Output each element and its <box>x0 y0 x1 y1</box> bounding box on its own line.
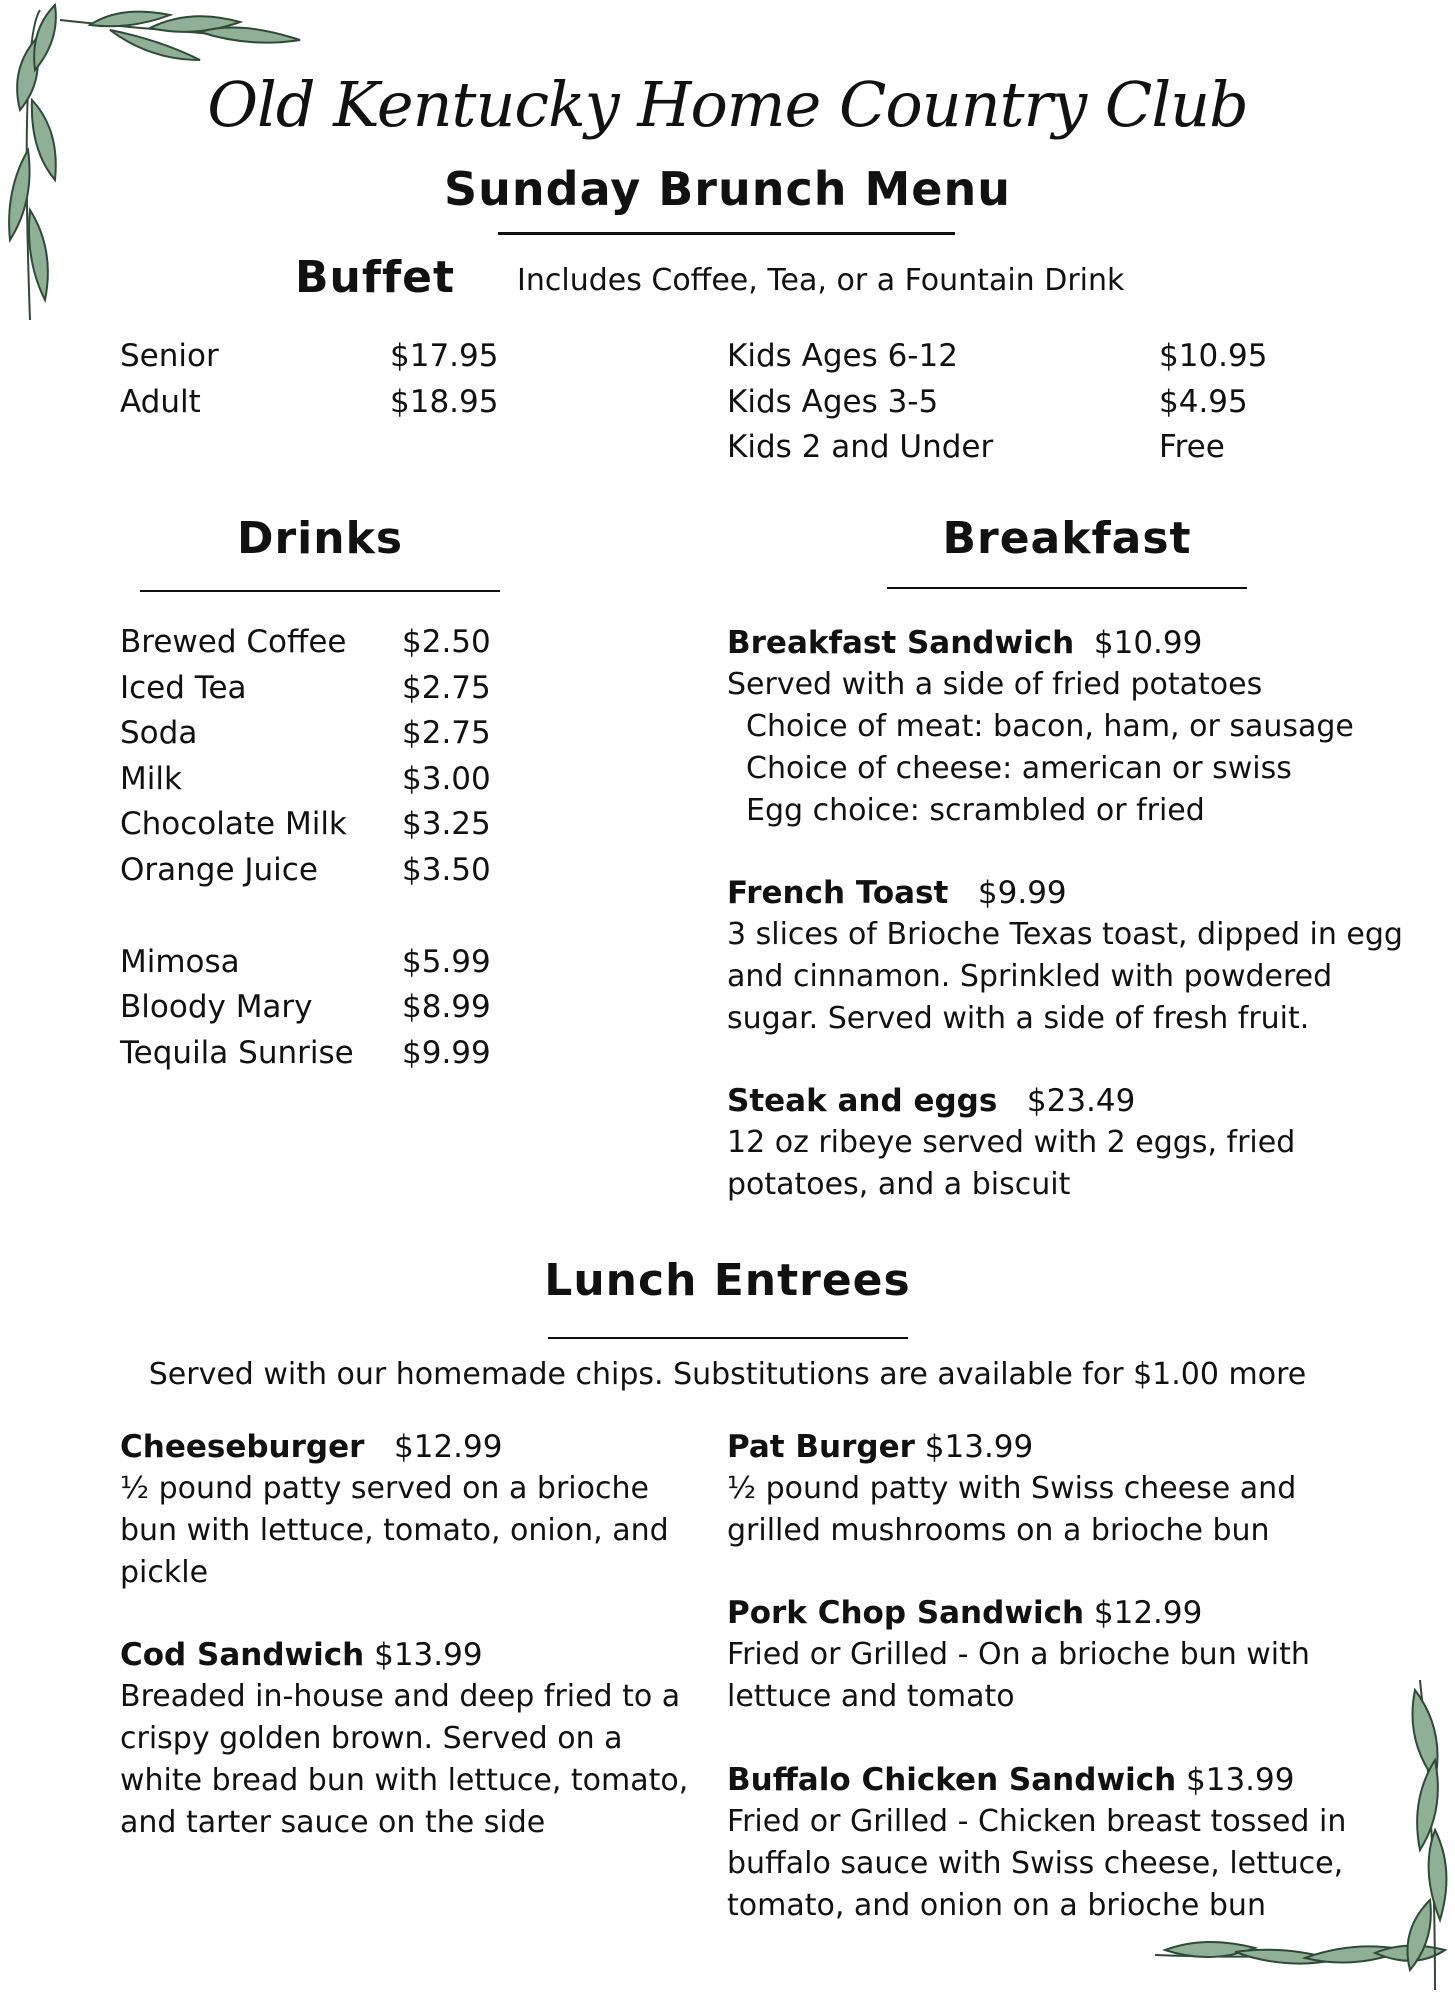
item-name: French Toast <box>727 875 949 911</box>
drink-label: Soda <box>120 715 198 751</box>
buffet-item-price: $10.95 <box>1159 338 1268 374</box>
drinks-heading: Drinks <box>236 513 404 564</box>
item-description: 12 oz ribeye served with 2 eggs, fried potatoes, and a biscuit <box>727 1125 1296 1202</box>
item-description: Served with a side of fried potatoes <box>727 667 1263 702</box>
item-description: 3 slices of Brioche Texas toast, dipped in egg and cinnamon. Sprinkled with powdered sugar. Served with a side of fresh fruit. <box>727 917 1403 1036</box>
drink-label: Milk <box>120 761 182 797</box>
breakfast-divider <box>887 587 1247 589</box>
buffet-item-price: $17.95 <box>390 338 499 374</box>
buffet-item-label: Kids 2 and Under <box>727 429 994 465</box>
cocktail-label: Bloody Mary <box>120 989 313 1025</box>
menu-title: Sunday Brunch Menu <box>444 162 1011 216</box>
lunch-heading: Lunch Entrees <box>544 1255 911 1306</box>
pork-chop-title <box>727 1592 1202 1634</box>
drink-price: $3.25 <box>402 806 491 842</box>
cod-sandwich-title <box>120 1634 483 1676</box>
item-name: Cheeseburger <box>120 1429 365 1465</box>
item-price: $13.99 <box>374 1637 483 1673</box>
lunch-divider <box>548 1337 908 1339</box>
item-name: Cod Sandwich <box>120 1637 365 1673</box>
buffalo-chicken-title <box>727 1759 1295 1801</box>
breakfast-sandwich-title <box>727 622 1202 664</box>
drinks-divider <box>140 590 500 592</box>
french-toast-title <box>727 872 1067 914</box>
item-price: $13.99 <box>1186 1762 1295 1798</box>
item-description: Fried or Grilled - On a brioche bun with lettuce and tomato <box>727 1637 1310 1714</box>
buffet-item-label: Senior <box>120 338 219 374</box>
pat-burger-title <box>727 1426 1033 1468</box>
item-price: $12.99 <box>393 1429 503 1465</box>
item-description: Breaded in-house and deep fried to a crispy golden brown. Served on a white bread bun with lettuce, tomato, and tarter sauce on the side <box>120 1679 689 1840</box>
item-description: ½ pound patty served on a brioche bun with lettuce, tomato, onion, and pickle <box>120 1471 669 1590</box>
buffet-item-label: Adult <box>120 384 201 420</box>
drink-label: Brewed Coffee <box>120 624 347 660</box>
drink-label: Iced Tea <box>120 670 247 706</box>
buffet-item-price: Free <box>1159 429 1225 465</box>
item-price: $12.99 <box>1093 1595 1203 1631</box>
buffet-item-label: Kids Ages 6-12 <box>727 338 958 374</box>
club-name: Old Kentucky Home Country Club <box>207 68 1248 141</box>
cocktail-price: $5.99 <box>402 944 491 980</box>
drink-price: $3.00 <box>402 761 491 797</box>
drink-price: $2.75 <box>402 715 491 751</box>
buffet-item-price: $18.95 <box>390 384 499 420</box>
item-description: Fried or Grilled - Chicken breast tossed in buffalo sauce with Swiss cheese, lettuce, tomato, and onion on a brioche bun <box>727 1804 1347 1923</box>
lunch-note: Served with our homemade chips. Substitutions are available for $1.00 more <box>148 1357 1307 1392</box>
item-price: $13.99 <box>924 1429 1034 1465</box>
item-name: Breakfast Sandwich <box>727 625 1075 661</box>
item-option: Choice of cheese: american or swiss <box>746 751 1292 786</box>
item-price: $9.99 <box>977 875 1067 911</box>
item-name: Pork Chop Sandwich <box>727 1595 1085 1631</box>
buffet-heading: Buffet <box>294 252 456 303</box>
drink-label: Chocolate Milk <box>120 806 347 842</box>
drink-price: $3.50 <box>402 852 491 888</box>
drink-label: Orange Juice <box>120 852 318 888</box>
item-name: Pat Burger <box>727 1429 915 1465</box>
cocktail-price: $9.99 <box>402 1035 491 1071</box>
item-price: $10.99 <box>1093 625 1203 661</box>
item-price: $23.49 <box>1026 1083 1136 1119</box>
buffet-note: Includes Coffee, Tea, or a Fountain Drink <box>517 263 1125 298</box>
title-divider <box>498 232 955 235</box>
item-description: ½ pound patty with Swiss cheese and grilled mushrooms on a brioche bun <box>727 1471 1297 1548</box>
item-name: Buffalo Chicken Sandwich <box>727 1762 1177 1798</box>
buffet-item-label: Kids Ages 3-5 <box>727 384 939 420</box>
cocktail-label: Mimosa <box>120 944 240 980</box>
item-option: Egg choice: scrambled or fried <box>746 793 1205 828</box>
buffet-item-price: $4.95 <box>1159 384 1248 420</box>
drink-price: $2.75 <box>402 670 491 706</box>
item-option: Choice of meat: bacon, ham, or sausage <box>746 709 1354 744</box>
steak-eggs-title <box>727 1080 1135 1122</box>
cheeseburger-title <box>120 1426 502 1468</box>
cocktail-price: $8.99 <box>402 989 491 1025</box>
drink-price: $2.50 <box>402 624 491 660</box>
cocktail-label: Tequila Sunrise <box>120 1035 354 1071</box>
item-name: Steak and eggs <box>727 1083 998 1119</box>
breakfast-heading: Breakfast <box>942 513 1192 564</box>
